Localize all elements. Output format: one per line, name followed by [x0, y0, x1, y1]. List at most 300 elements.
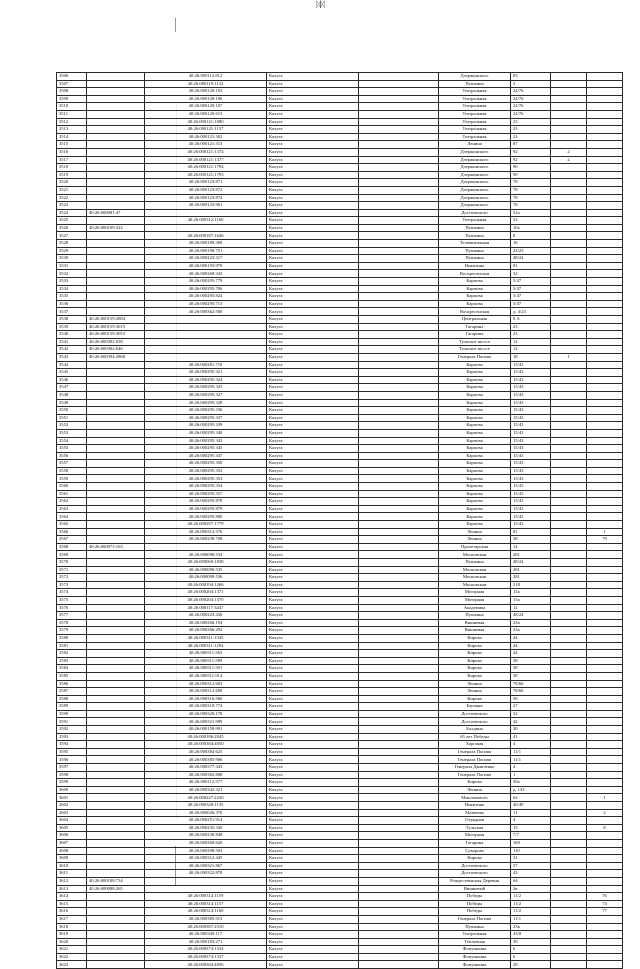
street-cell: Карпова [439, 293, 511, 301]
extra-cell-2 [587, 786, 623, 794]
row-number: 3622 [57, 953, 87, 961]
city-cell: Калуга [267, 961, 359, 969]
city-cell: Калуга [267, 171, 359, 179]
blank-cell [359, 604, 439, 612]
cadastral-number-plot [87, 513, 145, 521]
blank-cell [359, 862, 439, 870]
cadastral-number-premises: 40:26:000121:1080 [145, 118, 267, 126]
house-cell: 6 [511, 946, 551, 954]
table-row [57, 323, 623, 331]
row-number: 3618 [57, 923, 87, 931]
house-cell: 92 [511, 156, 551, 164]
row-number: 3602 [57, 802, 87, 810]
extra-cell-2 [587, 224, 623, 232]
extra-cell-1 [551, 391, 587, 399]
city-cell: Калуга [267, 756, 359, 764]
cadastral-number-plot [87, 642, 145, 650]
row-number: 3517 [57, 156, 87, 164]
city-cell: Калуга [267, 536, 359, 544]
house-cell: 90 [511, 171, 551, 179]
cadastral-number-plot [87, 202, 145, 210]
extra-cell-1 [551, 877, 587, 885]
cadastral-number-plot: 40:26:000159:3015 [87, 323, 145, 331]
cadastral-number-premises: 40:26:000120:106 [145, 95, 267, 103]
extra-cell-1 [551, 748, 587, 756]
cadastral-number-plot [87, 369, 145, 377]
row-number: 3542 [57, 346, 87, 354]
street-cell: Генерала Попова [439, 748, 511, 756]
table-row [57, 338, 623, 346]
house-cell: 40/49 [511, 802, 551, 810]
house-cell: 2в [511, 885, 551, 893]
city-cell: Калуга [267, 490, 359, 498]
table-row [57, 475, 623, 483]
blank-cell [359, 194, 439, 202]
street-cell: Пушкина [439, 224, 511, 232]
cadastral-number-plot [87, 429, 145, 437]
cadastral-number-plot [87, 817, 145, 825]
house-cell: 44 [511, 650, 551, 658]
table-row [57, 619, 623, 627]
cadastral-number-premises: 40:26:000120:107 [145, 103, 267, 111]
house-cell: 78 [511, 194, 551, 202]
extra-cell-1 [551, 346, 587, 354]
extra-cell-2 [587, 285, 623, 293]
extra-cell-2 [587, 156, 623, 164]
city-cell: Калуга [267, 877, 359, 885]
cadastral-number-premises: 40:26:000311:1294 [145, 642, 267, 650]
house-cell: 38 [511, 672, 551, 680]
extra-cell-1 [551, 209, 587, 217]
blank-cell [359, 399, 439, 407]
extra-cell-1 [551, 703, 587, 711]
street-cell: Академика [439, 604, 511, 612]
extra-cell-2 [587, 741, 623, 749]
blank-cell [359, 779, 439, 787]
extra-cell-2 [587, 604, 623, 612]
city-cell: Калуга [267, 80, 359, 88]
street-cell: Ленина [439, 528, 511, 536]
blank-cell [359, 619, 439, 627]
extra-cell-1 [551, 824, 587, 832]
row-number: 3523 [57, 202, 87, 210]
extra-cell-1 [551, 733, 587, 741]
house-cell: 38 [511, 657, 551, 665]
house-cell: 23/23 [511, 247, 551, 255]
street-cell: Тульская [439, 824, 511, 832]
row-number: 3532 [57, 270, 87, 278]
blank-cell [359, 217, 439, 225]
row-number: 3540 [57, 331, 87, 339]
row-number: 3521 [57, 186, 87, 194]
cadastral-number-plot [87, 688, 145, 696]
cadastral-number-plot [87, 589, 145, 597]
extra-cell-1 [551, 338, 587, 346]
cadastral-number-plot [87, 483, 145, 491]
city-cell: Калуга [267, 923, 359, 931]
row-number: 3546 [57, 376, 87, 384]
row-number: 3527 [57, 232, 87, 240]
house-cell: 43/8 [511, 931, 551, 939]
extra-cell-1 [551, 240, 587, 248]
row-number: 3565 [57, 521, 87, 529]
street-cell: Гагарина [439, 323, 511, 331]
street-cell: Пушкина [439, 247, 511, 255]
table-row [57, 445, 623, 453]
street-cell: Ленина [439, 786, 511, 794]
house-cell: 78 [511, 186, 551, 194]
extra-cell-2 [587, 247, 623, 255]
cadastral-number-plot [87, 467, 145, 475]
extra-cell-2 [587, 498, 623, 506]
extra-cell-2: 79 [587, 536, 623, 544]
blank-cell [359, 756, 439, 764]
house-cell: 15/43 [511, 475, 551, 483]
street-cell: Ленина [439, 688, 511, 696]
extra-cell-1 [551, 931, 587, 939]
extra-cell-1: 2 [551, 156, 587, 164]
street-cell: Вишневый [439, 885, 511, 893]
extra-cell-1 [551, 262, 587, 270]
cadastral-number-premises [145, 338, 267, 346]
row-number: 3526 [57, 224, 87, 232]
house-cell: 48/24 [511, 255, 551, 263]
row-number: 3550 [57, 407, 87, 415]
extra-cell-2 [587, 680, 623, 688]
city-cell: Калуга [267, 657, 359, 665]
cadastral-number-premises: 40:26:000295:357 [145, 490, 267, 498]
house-cell: 44 [511, 642, 551, 650]
house-cell: 44 [511, 634, 551, 642]
table-row [57, 164, 623, 172]
extra-cell-2 [587, 490, 623, 498]
table-row [57, 627, 623, 635]
cadastral-number-plot [87, 376, 145, 384]
cadastral-number-premises: 40:26:000297:1779 [145, 521, 267, 529]
blank-cell [359, 505, 439, 513]
cadastral-number-plot [87, 490, 145, 498]
row-number: 3509 [57, 95, 87, 103]
blank-cell [359, 376, 439, 384]
city-cell: Калуга [267, 323, 359, 331]
cadastral-number-premises: 40:26:000117:3447 [145, 604, 267, 612]
street-cell: Ленина [439, 680, 511, 688]
street-cell: Генерала Попова [439, 915, 511, 923]
blank-cell [359, 665, 439, 673]
row-number: 3520 [57, 179, 87, 187]
street-cell: Карпова [439, 513, 511, 521]
table-row [57, 710, 623, 718]
city-cell: Калуга [267, 855, 359, 863]
street-cell: Пушкина [439, 612, 511, 620]
cadastral-number-premises: 40:26:000311:591 [145, 665, 267, 673]
extra-cell-1 [551, 429, 587, 437]
house-cell: 24/76 [511, 110, 551, 118]
row-number: 3621 [57, 946, 87, 954]
cadastral-number-premises: 40:26:000120:613 [145, 110, 267, 118]
blank-cell [359, 657, 439, 665]
house-cell: 11/2 [511, 900, 551, 908]
table-row [57, 103, 623, 111]
house-cell: 15а [511, 589, 551, 597]
cadastral-number-premises [145, 224, 267, 232]
cadastral-number-plot [87, 384, 145, 392]
extra-cell-1 [551, 688, 587, 696]
cadastral-number-plot [87, 574, 145, 582]
city-cell: Калуга [267, 513, 359, 521]
blank-cell [359, 574, 439, 582]
row-number: 3591 [57, 718, 87, 726]
street-cell: Карпова [439, 391, 511, 399]
extra-cell-1 [551, 316, 587, 324]
cadastral-number-premises: 40:26:000314:1159 [145, 893, 267, 901]
blank-cell [359, 88, 439, 96]
row-number: 3568 [57, 543, 87, 551]
street-cell: Баумана [439, 703, 511, 711]
cadastral-number-premises: 40:26:000321:999 [145, 718, 267, 726]
cadastral-number-plot [87, 414, 145, 422]
cadastral-number-premises: 40:26:000123:874 [145, 194, 267, 202]
extra-cell-2 [587, 414, 623, 422]
table-row [57, 179, 623, 187]
cadastral-number-plot [87, 938, 145, 946]
street-cell: Пушкина [439, 255, 511, 263]
city-cell: Калуга [267, 285, 359, 293]
house-cell: 23 [511, 118, 551, 126]
register-table [56, 72, 623, 969]
row-number: 3560 [57, 483, 87, 491]
table-row [57, 118, 623, 126]
row-number: 3539 [57, 323, 87, 331]
city-cell: Калуга [267, 467, 359, 475]
city-cell: Калуга [267, 186, 359, 194]
table-row [57, 794, 623, 802]
city-cell: Калуга [267, 262, 359, 270]
city-cell: Калуга [267, 498, 359, 506]
street-cell: Кирова [439, 642, 511, 650]
cadastral-number-premises: 40:26:000295:337 [145, 414, 267, 422]
city-cell: Калуга [267, 559, 359, 567]
extra-cell-2 [587, 771, 623, 779]
street-cell: Тульское шоссе [439, 338, 511, 346]
city-cell: Калуга [267, 802, 359, 810]
table-row [57, 688, 623, 696]
city-cell: Калуга [267, 885, 359, 893]
row-number: 3519 [57, 171, 87, 179]
blank-cell [359, 748, 439, 756]
cadastral-number-plot: 40:26:000073:163 [87, 543, 145, 551]
blank-cell [359, 543, 439, 551]
city-cell: Калуга [267, 300, 359, 308]
cadastral-number-plot [87, 126, 145, 134]
extra-cell-1 [551, 407, 587, 415]
row-number: 3613 [57, 885, 87, 893]
extra-cell-2 [587, 839, 623, 847]
house-cell: 78/66 [511, 688, 551, 696]
cadastral-number-premises: 40:26:000121:1377 [145, 156, 267, 164]
extra-cell-1 [551, 809, 587, 817]
city-cell: Калуга [267, 293, 359, 301]
table-row [57, 209, 623, 217]
cadastral-number-premises: 40:26:000295:880 [145, 513, 267, 521]
street-cell: Карпова [439, 505, 511, 513]
city-cell: Калуга [267, 95, 359, 103]
extra-cell-2: 1 [587, 794, 623, 802]
table-row [57, 931, 623, 939]
cadastral-number-premises: 40:26:000295:879 [145, 505, 267, 513]
city-cell: Калуга [267, 217, 359, 225]
city-cell: Калуга [267, 779, 359, 787]
house-cell: 12 [511, 346, 551, 354]
street-cell: Московская [439, 581, 511, 589]
row-number: 3551 [57, 414, 87, 422]
extra-cell-1 [551, 73, 587, 81]
extra-cell-1 [551, 414, 587, 422]
row-number: 3578 [57, 619, 87, 627]
extra-cell-2 [587, 953, 623, 961]
house-cell: 15а [511, 596, 551, 604]
cadastral-number-premises: 40:26:000321:867 [145, 862, 267, 870]
cadastral-number-plot [87, 953, 145, 961]
cadastral-number-premises: 40:26:000295:353 [145, 475, 267, 483]
extra-cell-2 [587, 581, 623, 589]
house-cell: 5/47 [511, 300, 551, 308]
table-row [57, 437, 623, 445]
house-cell: 15/43 [511, 505, 551, 513]
blank-cell [359, 931, 439, 939]
extra-cell-1 [551, 642, 587, 650]
extra-cell-1 [551, 452, 587, 460]
city-cell: Калуга [267, 141, 359, 149]
blank-cell [359, 642, 439, 650]
city-cell: Калуга [267, 209, 359, 217]
cadastral-number-plot [87, 566, 145, 574]
street-cell: Дзержинского [439, 186, 511, 194]
cadastral-number-premises: 40:26:000320:178 [145, 710, 267, 718]
street-cell: Карпова [439, 445, 511, 453]
row-number: 3601 [57, 794, 87, 802]
city-cell: Калуга [267, 566, 359, 574]
cadastral-number-premises: 40:26:000374:1337 [145, 953, 267, 961]
blank-cell [359, 589, 439, 597]
row-number: 3611 [57, 870, 87, 878]
street-cell: Достоевского [439, 209, 511, 217]
cadastral-number-plot [87, 437, 145, 445]
extra-cell-1 [551, 726, 587, 734]
cadastral-number-plot [87, 270, 145, 278]
cadastral-number-plot [87, 581, 145, 589]
extra-cell-2 [587, 429, 623, 437]
extra-cell-2 [587, 802, 623, 810]
cadastral-number-plot [87, 634, 145, 642]
cadastral-number-plot [87, 764, 145, 772]
extra-cell-2 [587, 870, 623, 878]
extra-cell-1 [551, 862, 587, 870]
house-cell: 14 [511, 543, 551, 551]
cadastral-number-premises: 40:26:000318:774 [145, 703, 267, 711]
house-cell: 78/66 [511, 680, 551, 688]
table-row [57, 665, 623, 673]
table-row [57, 126, 623, 134]
cadastral-number-premises [145, 877, 267, 885]
cadastral-number-plot [87, 475, 145, 483]
street-cell: Победы [439, 908, 511, 916]
street-cell: Тепличная [439, 938, 511, 946]
table-row [57, 741, 623, 749]
house-cell: 15/43 [511, 399, 551, 407]
table-row [57, 300, 623, 308]
city-cell: Калуга [267, 817, 359, 825]
house-cell: 4 [511, 741, 551, 749]
house-cell: 1 [511, 771, 551, 779]
blank-cell [359, 802, 439, 810]
row-number: 3562 [57, 498, 87, 506]
extra-cell-1 [551, 285, 587, 293]
city-cell: Калуга [267, 110, 359, 118]
extra-cell-1 [551, 399, 587, 407]
city-cell: Калуга [267, 794, 359, 802]
extra-cell-2 [587, 779, 623, 787]
extra-cell-1 [551, 779, 587, 787]
cadastral-number-premises: 40:26:000295:354 [145, 483, 267, 491]
extra-cell-2 [587, 270, 623, 278]
row-number: 3614 [57, 893, 87, 901]
street-cell: Пушкина [439, 559, 511, 567]
row-number: 3563 [57, 505, 87, 513]
blank-cell [359, 240, 439, 248]
row-number: 3587 [57, 688, 87, 696]
blank-cell [359, 323, 439, 331]
street-cell: Дзержинского [439, 171, 511, 179]
extra-cell-2 [587, 148, 623, 156]
cadastral-number-premises: 40:26:000158:991 [145, 726, 267, 734]
street-cell: Пушкина [439, 923, 511, 931]
cadastral-number-plot [87, 839, 145, 847]
row-number: 3537 [57, 308, 87, 316]
cadastral-number-premises: 40:26:000121:1793 [145, 171, 267, 179]
city-cell: Калуга [267, 126, 359, 134]
street-cell: Победы [439, 900, 511, 908]
house-cell: 27 [511, 703, 551, 711]
table-row [57, 634, 623, 642]
table-row [57, 505, 623, 513]
cadastral-number-premises: 40:26:000311:914 [145, 672, 267, 680]
extra-cell-2: 77 [587, 908, 623, 916]
cadastral-number-plot: 40:26:000159:3053 [87, 331, 145, 339]
city-cell: Калуга [267, 202, 359, 210]
house-cell: 92 [511, 148, 551, 156]
extra-cell-1 [551, 483, 587, 491]
extra-cell-1 [551, 802, 587, 810]
street-cell: Кирова [439, 634, 511, 642]
extra-cell-1 [551, 361, 587, 369]
blank-cell [359, 893, 439, 901]
cadastral-number-plot: 40:26:000081:47 [87, 209, 145, 217]
table-row [57, 604, 623, 612]
house-cell: 32 [511, 217, 551, 225]
street-cell: Театральная [439, 95, 511, 103]
street-cell: Карпова [439, 498, 511, 506]
extra-cell-1 [551, 794, 587, 802]
house-cell: 15/43 [511, 414, 551, 422]
cadastral-number-plot [87, 247, 145, 255]
street-cell: Карпова [439, 452, 511, 460]
extra-cell-2 [587, 703, 623, 711]
table-row [57, 915, 623, 923]
house-cell: 15/43 [511, 452, 551, 460]
city-cell: Калуга [267, 703, 359, 711]
extra-cell-2 [587, 384, 623, 392]
